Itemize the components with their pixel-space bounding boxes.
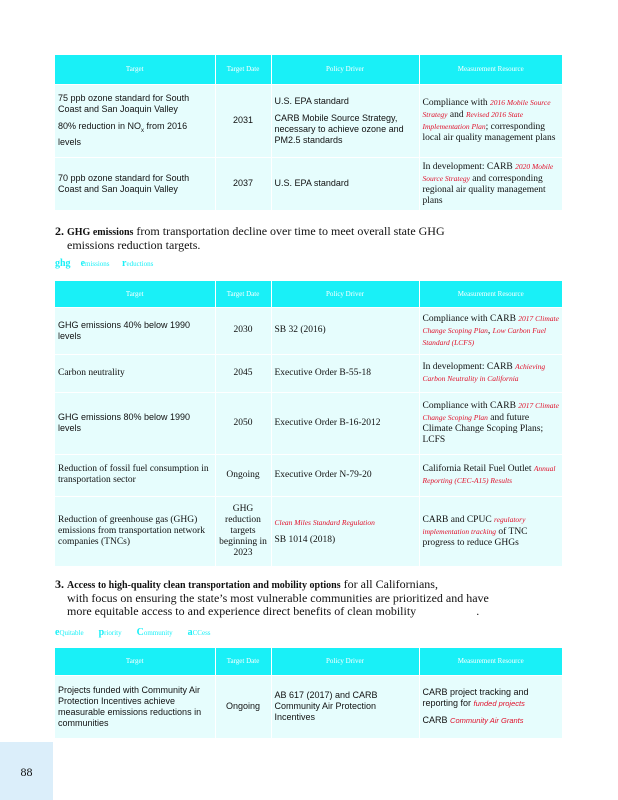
link-carbon-neutrality[interactable]: Achieving Carbon Neutrality in California <box>422 362 546 383</box>
link-lcfs[interactable]: Low Carbon Fuel Standard (LCFS) <box>422 325 547 347</box>
table-ghg-emissions: Target Target Date Policy Driver Measurement Resource GHG emissions 40% below 1990 levels 2030 SB 32 (2016) Compliance with CARB 2017 Climate Change Scoping Plan, Low Carbon Fuel Standard (LCFS) Carbon neutrality 2045 Executive Order B-55-18 In development: CARB Achieving Carbon Neutrality in California GHG emissions 80% below 1990 levels 2050 Executive Order B-16-2012 Compliance with CARB 2017 Climate Change Scoping Plan and future Climate Change Scoping Plans; LCFS Reduction of fossil fuel consumption in transportation sector Ongoing Executive Order N-79-20 California Retail Fuel Outlet Annual Reporting (CEC-A15) Results Reduction of greenhouse gas (GHG) emissions from transportation network companies (TNCs) GHG reduction targets beginning in 2023 Clean Miles Standard Regulation SB 1014 (2018) CARB and CPUC regulatory implementation tracking of TNC progress to reduce GHGs <box>55 281 562 566</box>
link-state-implementation-plan[interactable]: Revised 2016 State Implementation Plan <box>422 110 524 131</box>
table-row: Carbon neutrality 2045 Executive Order B-55-18 In development: CARB Achieving Carbon Neutrality in California <box>55 354 562 392</box>
goal-2-tag: ghg emissions reductions <box>55 258 154 269</box>
table-row: Reduction of greenhouse gas (GHG) emissions from transportation network companies (TNCs) GHG reduction targets beginning in 2023 Clean Miles Standard Regulation SB 1014 (2018) CARB and CPUC regulatory implementation tracking of TNC progress to reduce GHGs <box>55 496 562 566</box>
table-equitable-access: Target Target Date Policy Driver Measurement Resource Projects funded with Community Air Protection Incentives achieve measurable emissions reductions in communities Ongoing AB 617 (2017) and CARB Community Air Protection Incentives CARB project tracking and reporting for funded projects CARB Community Air Grants <box>55 648 562 738</box>
link-regulatory-implementation[interactable]: regulatory implementation tracking <box>422 514 526 536</box>
goal-3-text: 3. Access to high-quality clean transportation and mobility options for all Californians, with focus on ensuring the state’s most vulnerable communities are prioritized and have more equitable access to and experience direct benefits of clean mobility . <box>55 577 489 618</box>
table-row: 70 ppb ozone standard for South Coast and San Joaquin Valley 2037 U.S. EPA standard In development: CARB 2020 Mobile Source Strategy and corresponding regional air quality management plans <box>55 157 562 210</box>
link-mobile-source-strategy[interactable]: 2016 Mobile Source Strategy <box>422 98 551 119</box>
goal-3-tag: eQuitable priority Community aCCess <box>55 627 211 638</box>
goal-2-text: 2. GHG emissions from transportation decline over time to meet overall state GHG emissions reduction targets. <box>55 224 445 252</box>
table-row: 75 ppb ozone standard for South Coast and San Joaquin Valley 80% reduction in $NO_x$ from 2016 levels 2031 U.S. EPA standard CARB Mobile Source Strategy, necessary to achieve ozone and PM2.5 standards Compliance with 2016 Mobile Source Strategy and Revised 2016 State Implementation Plan; corresponding local air quality management plans <box>55 84 562 157</box>
page-number: 88 <box>20 765 33 779</box>
table-row: GHG emissions 80% below 1990 levels 2050 Executive Order B-16-2012 Compliance with CARB 2017 Climate Change Scoping Plan and future Climate Change Scoping Plans; LCFS <box>55 392 562 454</box>
link-scoping-plan[interactable]: 2017 Climate Change Scoping Plan <box>422 313 559 335</box>
link-clean-miles-standard[interactable]: Clean Miles Standard Regulation <box>274 517 375 527</box>
link-funded-projects[interactable]: funded projects <box>473 699 525 709</box>
table-row: Projects funded with Community Air Protection Incentives achieve measurable emissions reductions in communities Ongoing AB 617 (2017) and CARB Community Air Protection Incentives CARB project tracking and reporting for funded projects CARB Community Air Grants <box>55 675 562 738</box>
table-row: GHG emissions 40% below 1990 levels 2030 SB 32 (2016) Compliance with CARB 2017 Climate Change Scoping Plan, Low Carbon Fuel Standard (LCFS) <box>55 307 562 354</box>
col-target-date: Target Date <box>215 55 271 84</box>
link-scoping-plan-2017[interactable]: 2017 Climate Change Scoping Plan <box>422 401 559 422</box>
col-target: Target <box>55 55 215 84</box>
col-policy-driver: Policy Driver <box>271 55 419 84</box>
link-community-air-grants[interactable]: Community Air Grants <box>450 716 524 726</box>
table-row: Reduction of fossil fuel consumption in transportation sector Ongoing Executive Order N-79-20 California Retail Fuel Outlet Annual Reporting (CEC-A15) Results <box>55 454 562 496</box>
col-measurement-resource: Measurement Resource <box>419 55 562 84</box>
link-2020-mobile-source-strategy[interactable]: 2020 Mobile Source Strategy <box>422 161 554 183</box>
table-air-quality <box>55 55 562 210</box>
link-cec-a15[interactable]: Annual Reporting (CEC-A15) Results <box>422 464 556 485</box>
